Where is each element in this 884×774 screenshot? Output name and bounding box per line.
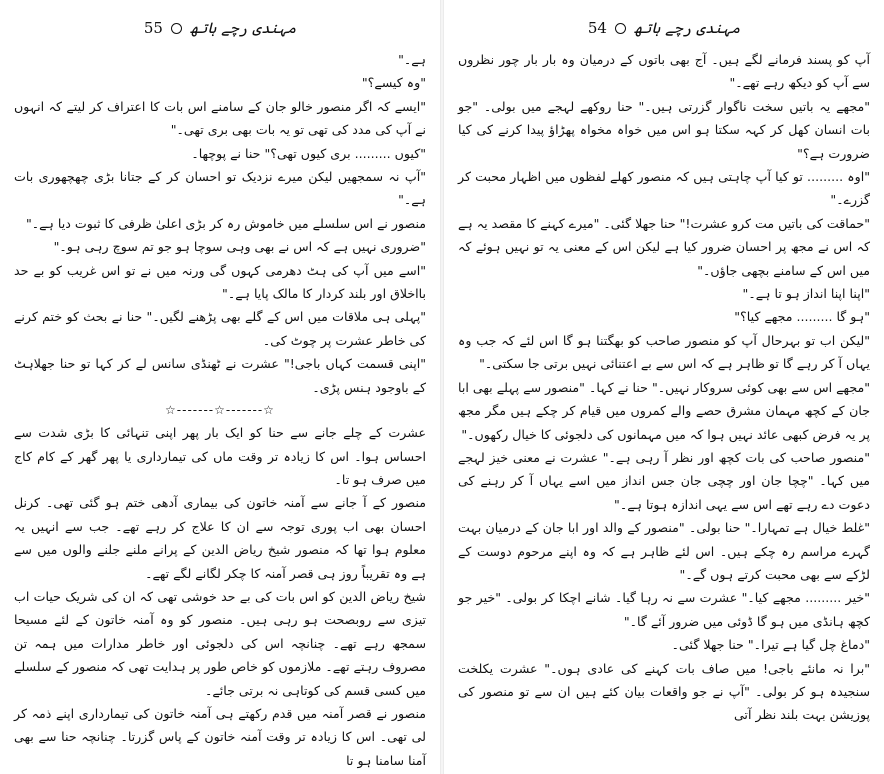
paragraph: "غلط خیال ہے تمہارا۔" حنا بولی۔ "منصور کے والد اور ابا جان کے درمیان بہت گہرے مراسم رہ چکے ہیں۔ اس لئے ظاہر ہے کہ وہ اپنے مرحوم دوست کے لڑکے سے بھی محبت کرتے ہوں گے۔" <box>458 520 870 582</box>
left-page <box>0 0 440 774</box>
paragraph: "ہو گا ......... مجھے کیا؟" <box>734 309 870 325</box>
right-running-title: مہندی رچے ہاتھ <box>633 19 741 37</box>
paragraph: "لیکن اب تو بہرحال آپ کو منصور صاحب کو بھگتنا ہو گا اس لئے کہ جب وہ یہاں آ کر رہے گا تو ظاہر ہے کہ اس سے بے اعتنائی نہیں برتی جا سکتی۔" <box>458 332 870 372</box>
right-page-number: 54 <box>587 19 607 37</box>
paragraph: منصور کے آ جانے سے آمنہ خاتون کی بیماری آدھی ختم ہو گئی تھی۔ کرنل احسان بھی اب پوری توجہ سے ان کا علاج کر رہے تھے۔ جب سے انہیں یہ معلوم ہوا تھا کہ منصور شیخ ریاض الدین کے پرانے ملنے جلنے والوں میں سے ہے وہ تقریباً روز ہی قصر آمنہ کا چکر لگانے لگے تھے۔ <box>14 495 426 581</box>
left-page-number: 55 <box>143 19 163 37</box>
paragraph: "مجھے اس سے بھی کوئی سروکار نہیں۔" حنا نے کہا۔ "منصور سے پہلے بھی ابا جان کے کچھ مہمان مشرق حصے والے کمروں میں قیام کر چکے ہیں مگر مجھ پر یہ فرض کبھی عائد نہیں ہوا کہ میں مہمانوں کی دلجوئی کا خیال رکھوں۔" <box>458 379 870 442</box>
paragraph: "ضروری نہیں ہے کہ اس نے بھی وہی سوچا ہو جو تم سوچ رہی ہو۔" <box>53 239 426 255</box>
paragraph: "اوہ ......... تو کیا آپ چاہتی ہیں کہ منصور کھلے لفظوں میں اظہار محبت کر گزرے۔" <box>458 169 870 208</box>
page-number-circle-icon <box>615 23 626 34</box>
paragraph: ہے۔" <box>398 52 426 67</box>
paragraph: "آپ نہ سمجھیں لیکن میرے نزدیک تو احسان کر کے جتانا بڑی چھچھوری بات ہے۔" <box>14 169 426 208</box>
paragraph: "منصور صاحب کی بات کچھ اور نظر آ رہی ہے۔" عشرت نے معنی خیز لہجے میں کہا۔ "چچا جان اور چچی جان جس انداز میں اسے یہاں آ کر رہنے کی دعوت دے رہے تھے اس سے یہی اندازہ ہوتا ہے۔" <box>458 449 870 512</box>
paragraph: آپ کو پسند فرمانے لگے ہیں۔ آج بھی باتوں کے درمیان وہ بار بار چور نظروں سے آپ کو دیکھ رہے تھے۔" <box>458 52 870 91</box>
left-paragraphs-before-divider <box>14 48 426 399</box>
paragraph: "مجھے یہ باتیں سخت ناگوار گزرتی ہیں۔" حنا روکھے لہجے میں بولی۔ "جو بات انسان کھل کر کہہ سکتا ہو اس میں خواہ مخواہ پھڑاؤ پیدا کرنے کی کیا ضرورت ہے؟" <box>458 98 870 161</box>
paragraph: منصور نے اس سلسلے میں خاموش رہ کر بڑی اعلیٰ ظرفی کا ثبوت دیا ہے۔" <box>25 215 426 231</box>
right-paragraphs <box>458 48 870 727</box>
paragraph: "کیوں ......... بری کیوں تھی؟" حنا نے پوچھا۔ <box>191 145 426 161</box>
paragraph: "ایسے کہ اگر منصور خالو جان کے سامنے اس بات کا اعتراف کر لیتے کہ انہوں نے آپ کی مدد کی تھی تو یہ بات بھی بری تھی۔" <box>14 98 426 138</box>
left-paragraphs-after-divider <box>14 421 426 772</box>
paragraph: "اپنا اپنا انداز ہو تا ہے۔" <box>742 286 870 302</box>
left-running-title: مہندی رچے ہاتھ <box>189 19 297 37</box>
paragraph: "دماغ چل گیا ہے تیرا۔" حنا جھلا گئی۔ <box>671 637 870 653</box>
paragraph: "اپنی قسمت کہاں باجی!" عشرت نے ٹھنڈی سانس لے کر کہا تو حنا جھلاہٹ کے باوجود ہنس پڑی۔ <box>14 356 426 395</box>
paragraph: "برا نہ مانئے باجی! میں صاف بات کہنے کی عادی ہوں۔" عشرت یکلخت سنجیدہ ہو کر بولی۔ "آپ نے جو واقعات بیان کئے ہیں ان سے تو منصور کی پوزیشن بہت بلند نظر آتی <box>458 660 870 723</box>
right-page-header <box>458 8 870 48</box>
left-page-header <box>14 8 426 48</box>
right-page <box>444 0 884 774</box>
paragraph: عشرت کے چلے جانے سے حنا کو ایک بار پھر اپنی تنہائی کا بڑی شدت سے احساس ہوا۔ اس کا زیادہ تر وقت ماں کی تیمارداری یا پھر گھر کے کام کاج میں صرف ہو تا۔ <box>14 425 426 487</box>
page-number-circle-icon <box>171 23 182 34</box>
paragraph: "خیر ......... مجھے کیا۔" عشرت سے نہ رہا گیا۔ شانے اچکا کر بولی۔ "خیر جو کچھ ہانڈی میں ہو گا ڈوئی میں ضرور آئے گا۔" <box>458 590 870 629</box>
paragraph: "پہلی ہی ملاقات میں اس کے گلے بھی پڑھنے لگیں۔" حنا نے بحث کو ختم کرنے کی خاطر عشرت پر چوٹ کی۔ <box>14 309 426 348</box>
right-page-body <box>458 48 870 727</box>
paragraph: "وہ کیسے؟" <box>361 75 426 91</box>
section-divider: ☆-------☆-------☆ <box>165 403 275 418</box>
left-page-body <box>14 48 426 772</box>
paragraph: منصور نے قصر آمنہ میں قدم رکھتے ہی آمنہ خاتون کی تیمارداری اپنے ذمہ کر لی تھی۔ اس کا زیادہ تر وقت آمنہ خاتون کے پاس گزرتا۔ چنانچہ حنا سے بھی آمنا سامنا ہو تا <box>14 705 426 768</box>
paragraph: "حماقت کی باتیں مت کرو عشرت!" حنا جھلا گئی۔ "میرے کہنے کا مقصد یہ ہے کہ اس نے مجھ پر احسان ضرور کیا ہے لیکن اس کے معنی یہ تو نہیں ہوئے کہ میں اس کے سامنے بچھی جاؤں۔" <box>458 215 870 278</box>
paragraph: شیخ ریاض الدین کو اس بات کی بے حد خوشی تھی کہ ان کی شریک حیات اب تیزی سے روبصحت ہو رہی ہیں۔ منصور کو وہ آمنہ خاتون کے لئے مسیحا سمجھ رہے تھے۔ چنانچہ اس کی دلجوئی اور خاطر مدارات میں ہمہ تن مصروف رہتے تھے۔ ملازموں کو خاص طور پر ہدایت تھی کہ منصور کے سلسلے میں کسی قسم کی کوتاہی نہ برتی جائے۔ <box>14 588 426 698</box>
paragraph: "اسے میں آپ کی ہٹ دھرمی کہوں گی ورنہ میں نے تو اس غریب کو بے حد بااخلاق اور بلند کردار کا مالک پایا ہے۔" <box>14 262 426 302</box>
